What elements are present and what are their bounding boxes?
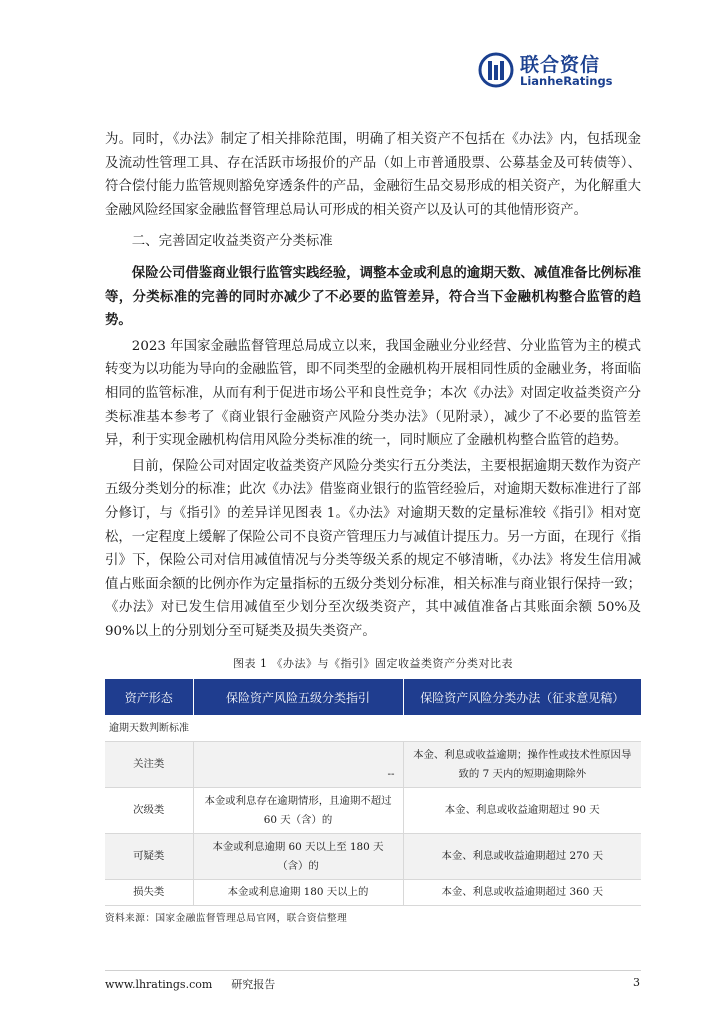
cell-measure: 本金、利息或收益逾期超过 270 天 — [403, 834, 641, 880]
lianhe-logo-icon — [478, 52, 514, 88]
main-content — [105, 128, 641, 924]
cell-form: 可疑类 — [105, 834, 193, 880]
cell-form: 关注类 — [105, 742, 193, 788]
page-number: 3 — [633, 976, 640, 989]
logo-english-name: LianheRatings — [520, 74, 613, 88]
table-row — [105, 788, 641, 834]
paragraph-exclusions: 为。同时，《办法》制定了相关排除范围，明确了相关资产不包括在《办法》内，包括现金及流动性管理工具、存在活跃市场报价的产品（如上市普通股票、公募基金及可转债等）、符合偿付能力监管规则豁免穿透条件的产品，金融衍生品交易形成的相关资产，为化解重大金融风险经国家金融监督管理总局认可形成的相关资产以及认可的其他情形资产。 — [105, 132, 641, 218]
section-heading: 二、完善固定收益类资产分类标准 — [131, 234, 333, 250]
cell-form: 次级类 — [105, 788, 193, 834]
paragraph-summary: 保险公司借鉴商业银行监管实践经验，调整本金或利息的逾期天数、减值准备比例标准等，分类标准的完善的同时亦减少了不必要的监管差异，符合当下金融机构整合监管的趋势。 — [105, 264, 641, 329]
cell-guideline: 本金或利息逾期 60 天以上至 180 天（含）的 — [193, 834, 403, 880]
page-header — [440, 48, 640, 92]
cell-guideline: 本金或利息逾期 180 天以上的 — [193, 880, 403, 906]
header-measures: 保险资产风险分类办法（征求意见稿） — [403, 679, 641, 715]
cell-measure: 本金、利息或收益逾期超过 90 天 — [403, 788, 641, 834]
table-row — [105, 880, 641, 906]
footer-divider — [105, 970, 641, 971]
table-header-row — [105, 679, 641, 715]
section-label: 逾期天数判断标准 — [105, 715, 641, 742]
cell-guideline: -- — [193, 742, 403, 788]
footer-website-link[interactable]: www.lhratings.com — [105, 978, 213, 991]
paragraph-regulatory-background: 2023 年国家金融监督管理总局成立以来，我国金融业分业经营、分业监管为主的模式转变为以功能为导向的金融监管，即不同类型的金融机构开展相同性质的金融业务，将面临相同的监管标准，从而有利于促进市场公平和良性竞争；本次《办法》对固定收益类资产分类标准基本参考了《商业银行金融资产风险分类办法》（见附录），减少了不必要的监管差异，利于实现金融机构信用风险分类标准的统一，同时顺应了金融机构整合监管的趋势。 — [105, 338, 641, 449]
table-caption: 图表 1 《办法》与《指引》固定收益类资产分类对比表 — [233, 657, 513, 671]
table-source: 资料来源：国家金融监督管理总局官网，联合资信整理 — [105, 913, 348, 925]
table-row — [105, 742, 641, 788]
cell-form: 损失类 — [105, 880, 193, 906]
cell-measure: 本金、利息或收益逾期；操作性或技术性原因导致的 7 天内的短期逾期除外 — [403, 742, 641, 788]
header-guideline: 保险资产风险五级分类指引 — [193, 679, 403, 715]
footer-doc-type: 研究报告 — [231, 978, 276, 991]
page-footer — [105, 976, 275, 992]
comparison-table — [105, 679, 641, 906]
logo-chinese-name: 联合资信 — [520, 54, 601, 76]
cell-guideline: 本金或利息存在逾期情形，且逾期不超过 60 天（含）的 — [193, 788, 403, 834]
paragraph-classification-detail: 目前，保险公司对固定收益类资产风险分类实行五分类法，主要根据逾期天数作为资产五级分类划分的标准；此次《办法》借鉴商业银行的监管经验后，对逾期天数标准进行了部分修订，与《指引》的差异详见图表 1。《办法》对逾期天数的定量标准较《指引》相对宽松，一定程度上缓解了保险公司不良资产管理压力与减值计提压力。另一方面，在现行《指引》下，保险公司对信用减值情况与分类等级关系的规定不够清晰，《办法》将发生信用减值占账面余额的比例亦作为定量指标的五级分类划分标准，相关标准与商业银行保持一致；《办法》对已发生信用减值至少划分至次级类资产，其中减值准备占其账面余额 50%及 90%以上的分别划分至可疑类及损失类资产。 — [105, 458, 641, 639]
cell-measure: 本金、利息或收益逾期超过 360 天 — [403, 880, 641, 906]
table-section-row — [105, 715, 641, 742]
table-row — [105, 834, 641, 880]
header-asset-form: 资产形态 — [105, 679, 193, 715]
